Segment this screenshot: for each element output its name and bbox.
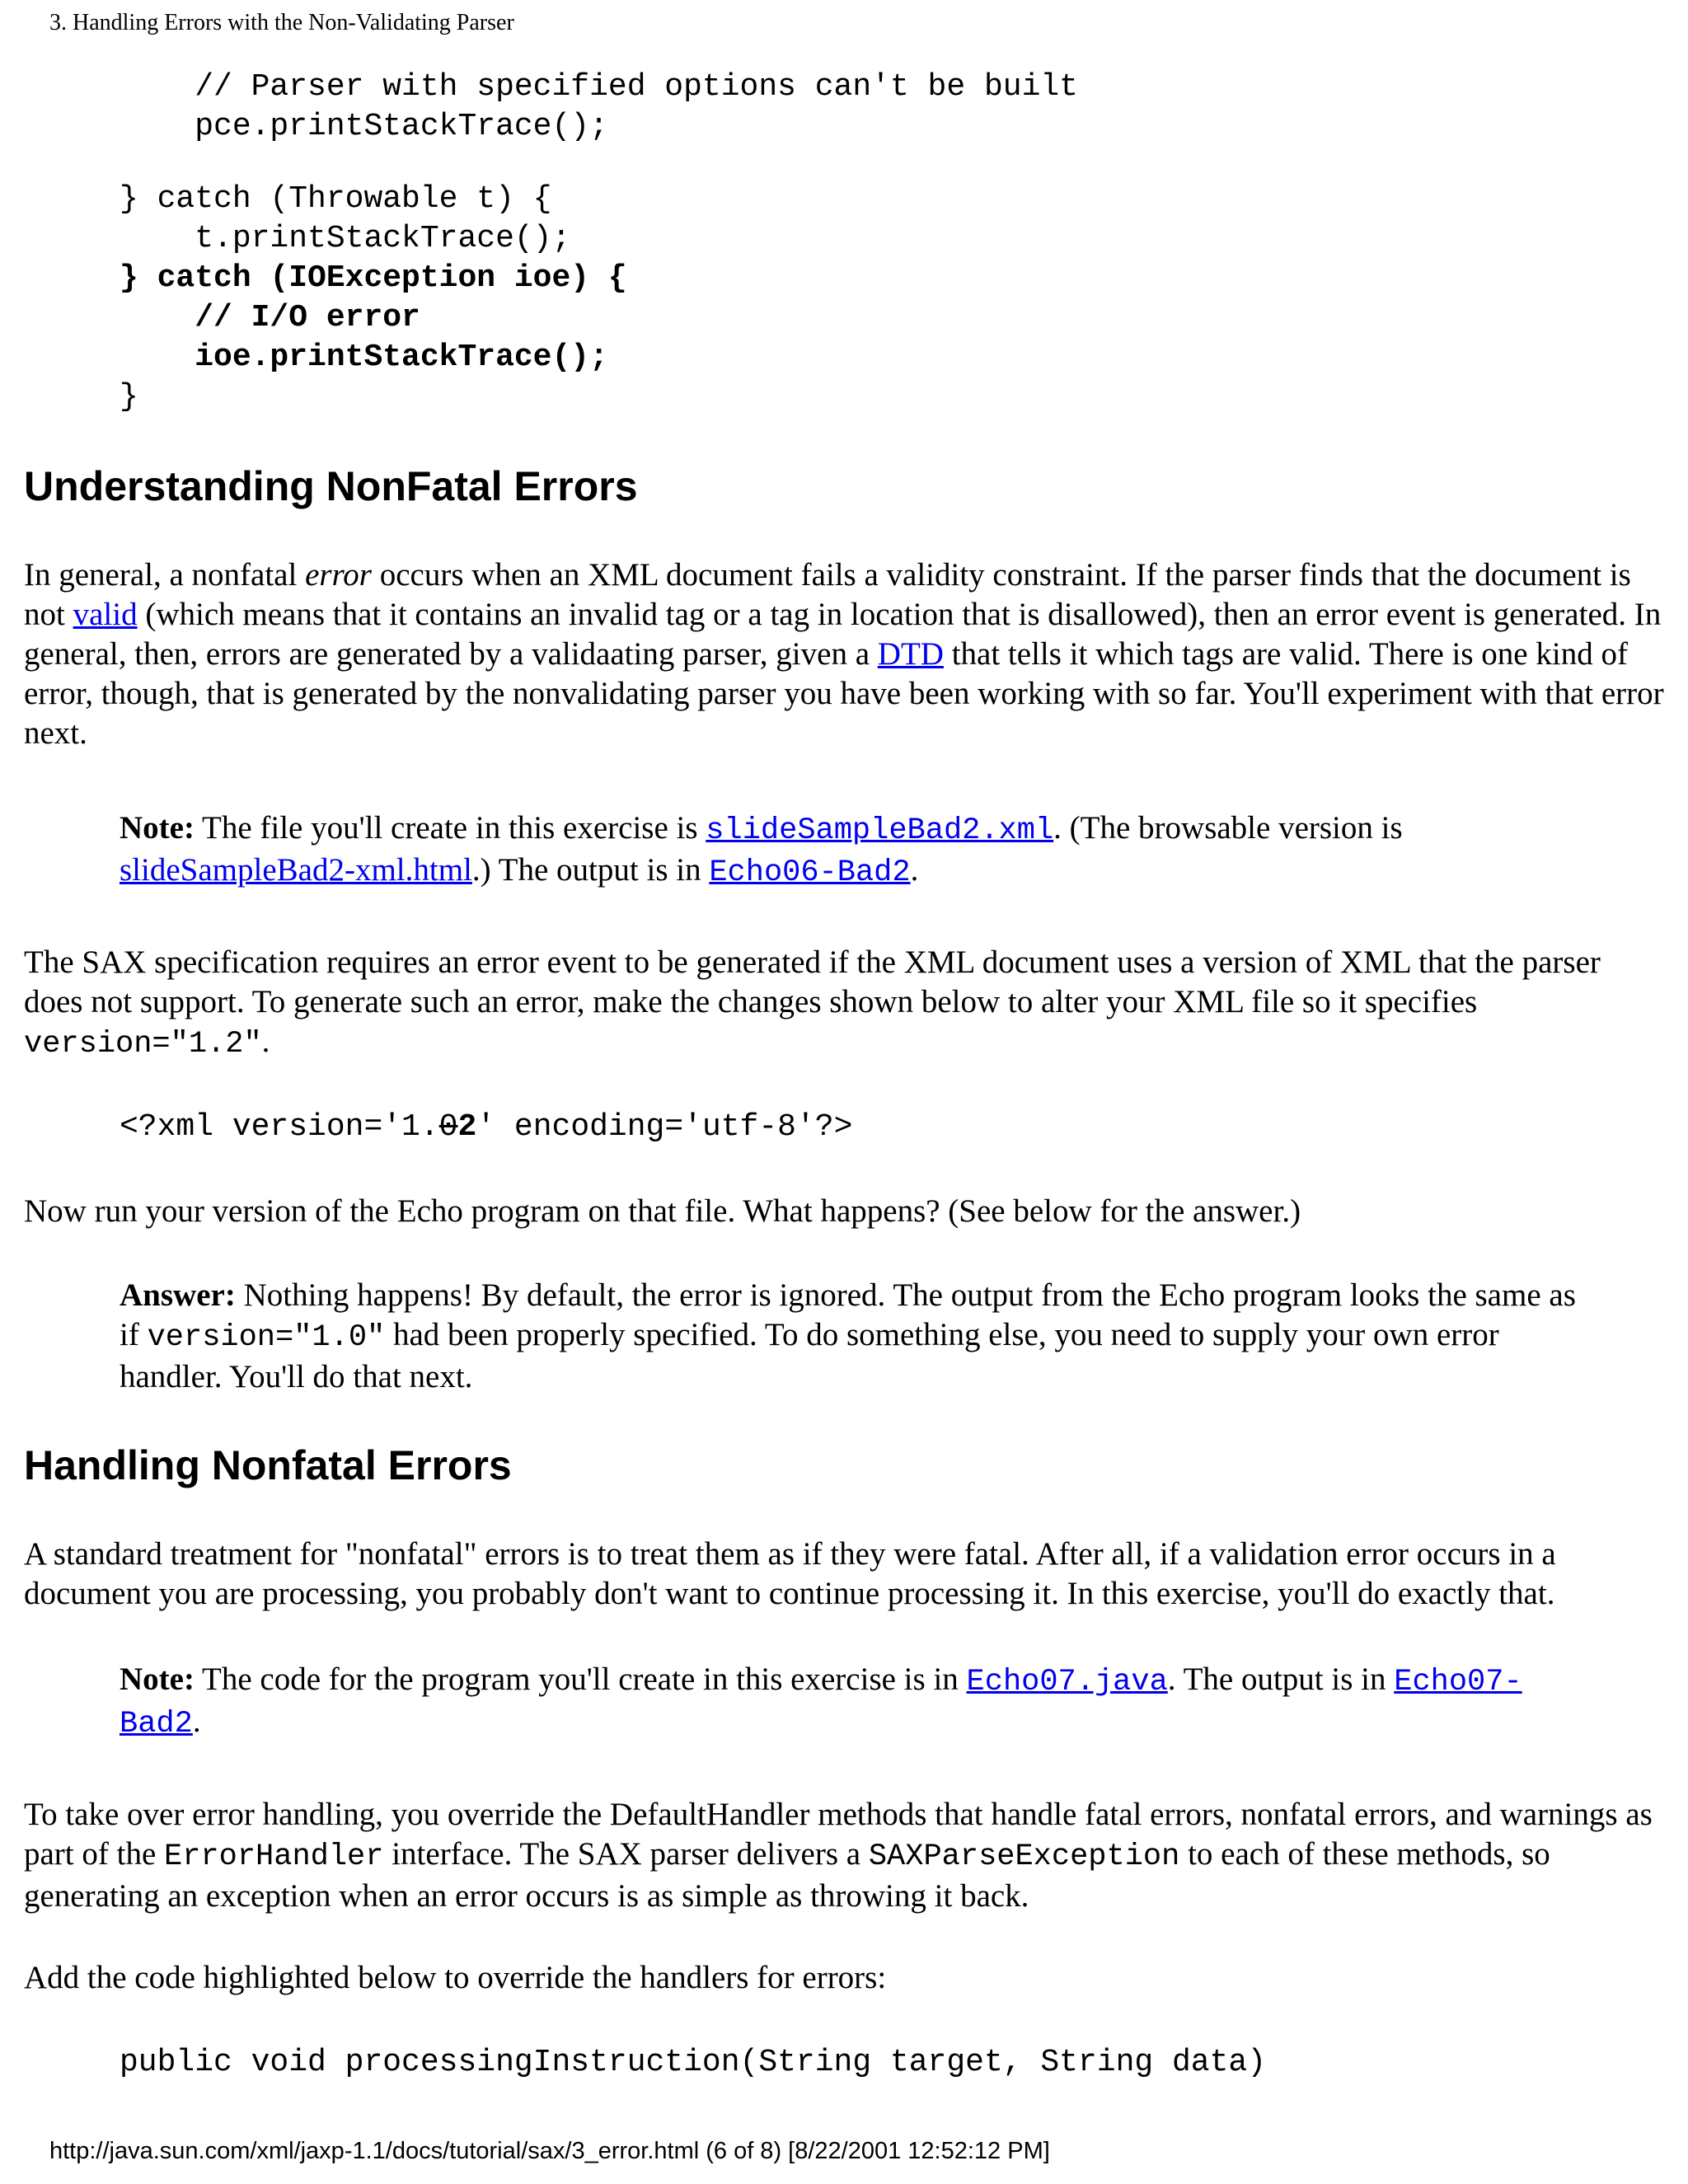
struck-version-digit: 0 bbox=[438, 1109, 458, 1145]
code-line: pce.printStackTrace(); bbox=[120, 109, 608, 144]
paragraph-nonfatal-intro: In general, a nonfatal error occurs when an XML document fails a validity constraint. If the parser finds that the document is not valid (which means that it contains an invalid tag or a tag in location that is disallowed), then an error event is generated. In general, then, errors are generated by a validaating parser, given a DTD that tells it which tags are valid. There is one kind of error, though, that is generated by the nonvalidating parser you have been working with so far. You'll experiment with that error next. bbox=[24, 557, 1664, 751]
note-echo07: Note: The code for the program you'll create in this exercise is in Echo07.java. The output is in Echo07-Bad2. bbox=[120, 1661, 1522, 1741]
code-line: // Parser with specified options can't be built bbox=[120, 69, 1078, 105]
paragraph-standard-treatment: A standard treatment for "nonfatal" errors is to treat them as if they were fatal. After all, if a validation error occurs in a document you are processing, you probably don't want to continue processing it. In this exercise, you'll do exactly that. bbox=[24, 1536, 1556, 1611]
code-line: t.printStackTrace(); bbox=[120, 221, 571, 256]
code-line-highlighted: // I/O error bbox=[120, 300, 420, 335]
code-line-highlighted: ioe.printStackTrace(); bbox=[120, 340, 608, 375]
echo07-java-link[interactable]: Echo07.java bbox=[966, 1665, 1168, 1699]
footer-url: http://java.sun.com/xml/jaxp-1.1/docs/tutorial/sax/3_error.html (6 of 8) [8/22/2001 12:52:12 PM] bbox=[49, 2138, 1050, 2164]
slide-sample-bad2-html-link[interactable]: slideSampleBad2-xml.html bbox=[120, 852, 472, 888]
version-code: version="1.2" bbox=[24, 1027, 262, 1062]
paragraph-add-code: Add the code highlighted below to override the handlers for errors: bbox=[24, 1960, 887, 1995]
code-block-catch bbox=[120, 68, 1078, 417]
code-line-highlighted: } catch (IOException ioe) { bbox=[120, 260, 627, 296]
answer-label: Answer: bbox=[120, 1277, 236, 1313]
running-header: 3. Handling Errors with the Non-Validating Parser bbox=[49, 10, 514, 35]
heading-handling-nonfatal-errors: Handling Nonfatal Errors bbox=[24, 1442, 512, 1488]
error-term: error bbox=[305, 557, 372, 593]
code-line: } bbox=[120, 379, 138, 415]
code-processing-instruction: public void processingInstruction(String target, String data) bbox=[120, 2045, 1267, 2080]
valid-link[interactable]: valid bbox=[73, 597, 138, 632]
paragraph-error-handling: To take over error handling, you override the DefaultHandler methods that handle fatal errors, nonfatal errors, and warnings as part of the ErrorHandler interface. The SAX parser delivers a SAXParseException to each of these methods, so generating an exception when an error occurs is as simple as throwing it back. bbox=[24, 1797, 1653, 1914]
note-label: Note: bbox=[120, 1661, 195, 1697]
sax-parse-exception-code: SAXParseException bbox=[868, 1840, 1180, 1874]
echo07-bad2-link[interactable]: Echo07-Bad2 bbox=[120, 1665, 1522, 1741]
note-slide-sample: Note: The file you'll create in this exercise is slideSampleBad2.xml. (The browsable version is slideSampleBad2-xml.html.) The output is in Echo06-Bad2. bbox=[120, 810, 1403, 890]
heading-understanding-nonfatal-errors: Understanding NonFatal Errors bbox=[24, 463, 638, 509]
new-version-digit: 2 bbox=[457, 1109, 477, 1145]
answer-note: Answer: Nothing happens! By default, the error is ignored. The output from the Echo program looks the same as if version="1.0" had been properly specified. To do something else, you need to supply your own error handler. You'll do that next. bbox=[120, 1277, 1576, 1394]
code-spacer bbox=[120, 147, 1078, 180]
paragraph-run-echo: Now run your version of the Echo program on that file. What happens? (See below for the answer.) bbox=[24, 1193, 1301, 1229]
version-code: version="1.0" bbox=[147, 1320, 386, 1355]
paragraph-sax-spec: The SAX specification requires an error event to be generated if the XML document uses a version of XML that the parser does not support. To generate such an error, make the changes shown below to alter your XML file so it specifies version="1.2". bbox=[24, 944, 1601, 1062]
code-line: } catch (Throwable t) { bbox=[120, 181, 552, 217]
slide-sample-bad2-xml-link[interactable]: slideSampleBad2.xml bbox=[706, 813, 1054, 848]
echo06-bad2-link[interactable]: Echo06-Bad2 bbox=[709, 855, 911, 890]
error-handler-code: ErrorHandler bbox=[164, 1840, 384, 1874]
dtd-link[interactable]: DTD bbox=[877, 636, 944, 672]
code-xml-declaration: <?xml version='1.02' encoding='utf-8'?> bbox=[120, 1109, 853, 1145]
note-label: Note: bbox=[120, 810, 195, 846]
